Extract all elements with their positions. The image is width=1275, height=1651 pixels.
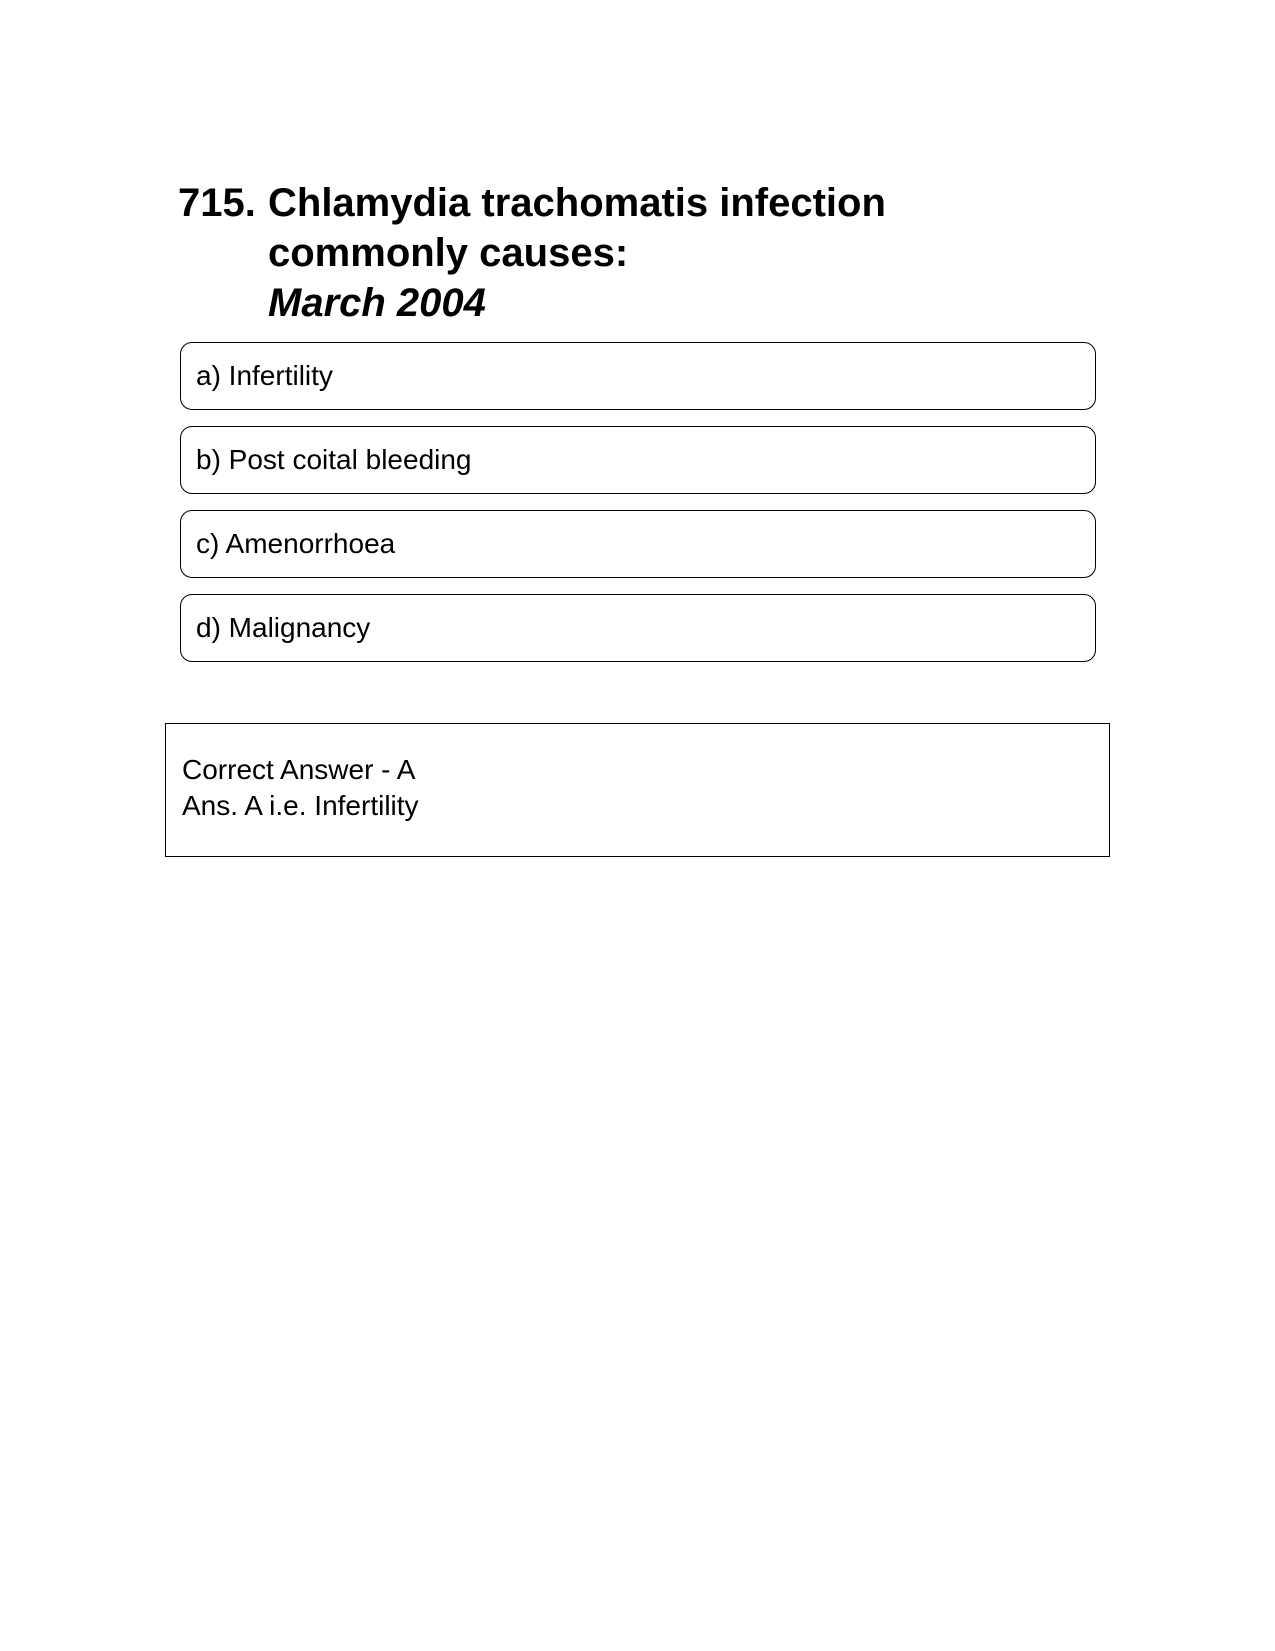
answer-explanation: Ans. A i.e. Infertility <box>182 790 419 821</box>
question-body <box>268 178 1078 328</box>
correct-answer: Correct Answer - A <box>182 754 416 785</box>
question-date: March 2004 <box>268 281 486 325</box>
question-block <box>178 178 1078 328</box>
option-d[interactable]: d) Malignancy <box>180 594 1096 662</box>
question-number: 715. <box>178 181 256 225</box>
answer-box <box>165 723 1110 857</box>
option-c[interactable]: c) Amenorrhoea <box>180 510 1096 578</box>
options-list <box>180 342 1096 678</box>
option-b[interactable]: b) Post coital bleeding <box>180 426 1096 494</box>
question-text: Chlamydia trachomatis infection commonly causes: <box>268 181 886 275</box>
option-a[interactable]: a) Infertility <box>180 342 1096 410</box>
